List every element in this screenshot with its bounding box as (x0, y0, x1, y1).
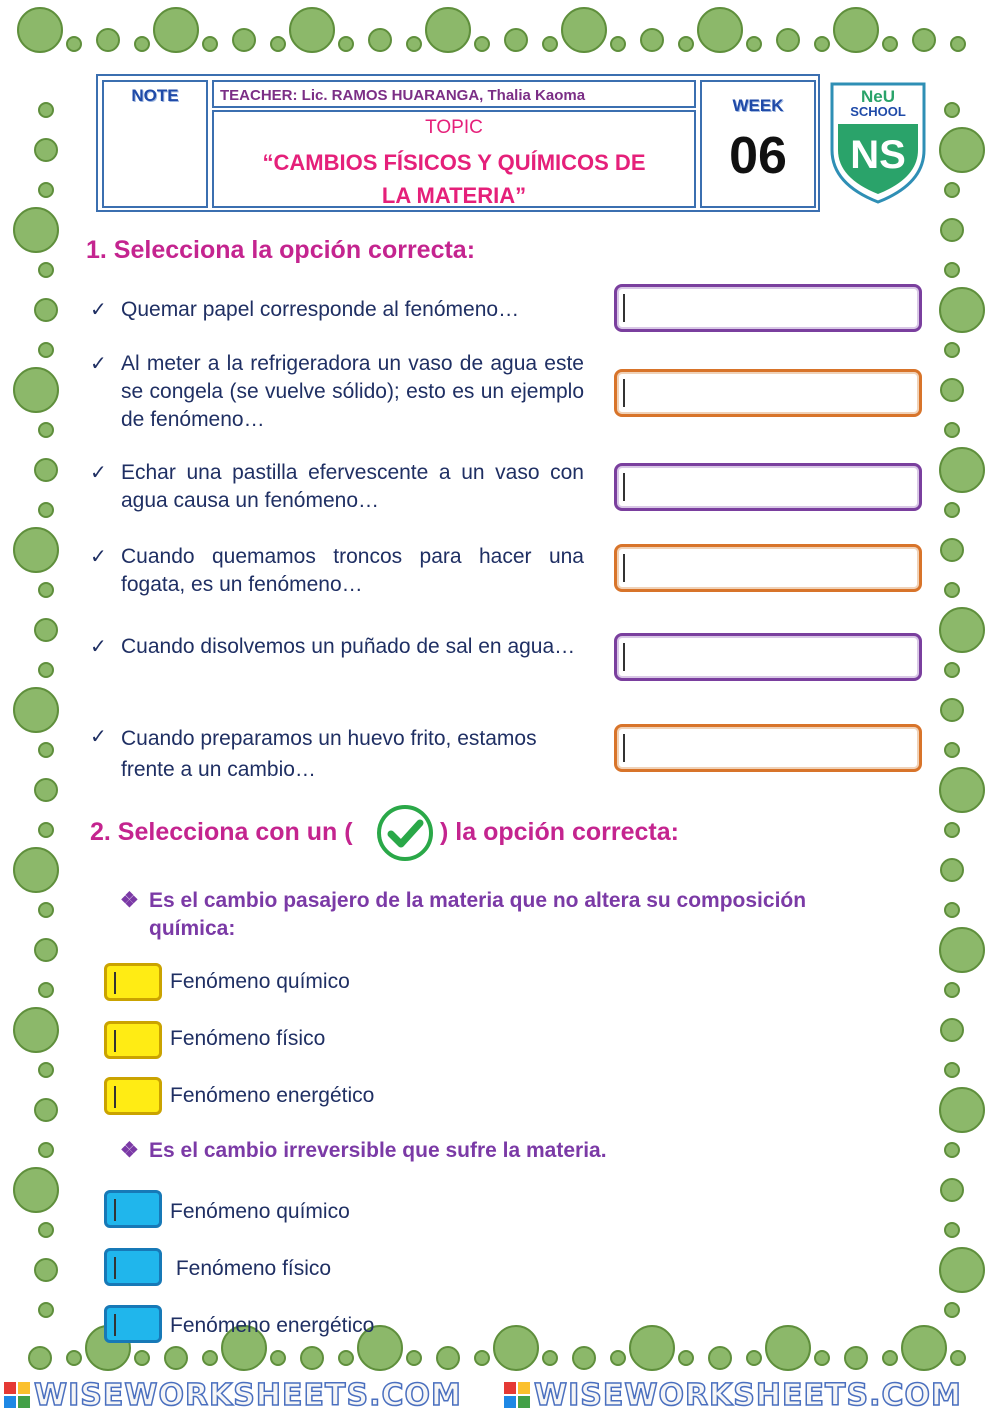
section2-question-2-text: Es el cambio irreversible que sufre la materia. (149, 1139, 607, 1162)
week-number: 06 (729, 127, 787, 185)
border-dot (814, 36, 830, 52)
border-dot (939, 447, 985, 493)
border-dot (939, 607, 985, 653)
footer-brand-1[interactable]: WISEWORKSHEETS.COM (34, 1378, 462, 1413)
border-dot (300, 1346, 324, 1370)
border-dot (939, 767, 985, 813)
teacher-name: TEACHER: Lic. RAMOS HUARANGA, Thalia Kaoma (220, 87, 586, 104)
answer-box-3[interactable] (614, 463, 922, 511)
border-dot (38, 422, 54, 438)
diamond-bullet-icon: ❖ (120, 889, 139, 912)
question-1 (90, 296, 584, 324)
border-dot (38, 1142, 54, 1158)
border-dot (882, 1350, 898, 1366)
border-dot (202, 36, 218, 52)
border-dot (944, 662, 960, 678)
answer-box-5[interactable] (614, 633, 922, 681)
section2-question-1-text: Es el cambio pasajero de la materia que no altera su composición química: (149, 889, 807, 940)
option-box-q1-2[interactable] (104, 1021, 162, 1059)
border-dot (38, 822, 54, 838)
border-dot (34, 1098, 58, 1122)
border-dot (882, 36, 898, 52)
border-dot (844, 1346, 868, 1370)
border-dot (134, 1350, 150, 1366)
border-dot (66, 36, 82, 52)
option-box-q1-3[interactable] (104, 1077, 162, 1115)
border-dot (38, 662, 54, 678)
border-dot (38, 742, 54, 758)
question-2-text: Al meter a la refrigeradora un vaso de agua este se congela (se vuelve sólido); esto es un ejemplo de fenómeno… (121, 352, 584, 431)
header-table (96, 74, 820, 212)
border-dot (474, 36, 490, 52)
border-dot (425, 7, 471, 53)
border-dot (912, 28, 936, 52)
border-dot (232, 28, 256, 52)
border-dot (939, 127, 985, 173)
option-box-q1-1[interactable] (104, 963, 162, 1001)
border-dot (901, 1325, 947, 1371)
border-dot (13, 1167, 59, 1213)
section2-question-2 (120, 1137, 880, 1165)
answer-box-2[interactable] (614, 369, 922, 417)
topic-title-line2: LA MATERIA” (381, 183, 527, 208)
border-dot (34, 458, 58, 482)
border-dot (38, 582, 54, 598)
footer-watermark (0, 1376, 1000, 1413)
school-logo (828, 80, 928, 206)
border-dot (944, 822, 960, 838)
border-dot (38, 102, 54, 118)
checkmark-icon: ✓ (90, 636, 107, 658)
border-dot (134, 36, 150, 52)
border-dot (38, 262, 54, 278)
border-dot (944, 902, 960, 918)
question-4-text: Cuando quemamos troncos para hacer una fogata, es un fenómeno… (121, 545, 584, 596)
border-dot (28, 1346, 52, 1370)
border-dot (38, 502, 54, 518)
border-dot (765, 1325, 811, 1371)
border-dot (493, 1325, 539, 1371)
option-label-q1-2: Fenómeno físico (170, 1027, 326, 1050)
logo-brand-school: SCHOOL (850, 104, 906, 119)
border-dot (34, 938, 58, 962)
section2-question-1 (120, 887, 880, 943)
topic-title-line1: “CAMBIOS FÍSICOS Y QUÍMICOS DE (262, 150, 646, 175)
section2-title-end: ) la opción correcta: (440, 818, 679, 846)
option-label-q2-3: Fenómeno energético (170, 1314, 375, 1337)
option-label-q2-1: Fenómeno químico (170, 1200, 350, 1223)
border-dot (34, 618, 58, 642)
option-label-q1-1: Fenómeno químico (170, 970, 350, 993)
border-dot (629, 1325, 675, 1371)
border-dot (940, 858, 964, 882)
border-dot (939, 1087, 985, 1133)
topic-cell (212, 110, 696, 208)
border-dot (833, 7, 879, 53)
border-dot (678, 36, 694, 52)
note-label: NOTE (131, 86, 179, 105)
border-dot (270, 1350, 286, 1366)
border-dot (338, 1350, 354, 1366)
section2-title-start: 2. Selecciona con un ( (90, 818, 353, 846)
border-dot (561, 7, 607, 53)
question-6 (90, 723, 584, 785)
question-3 (90, 459, 584, 515)
border-dot (436, 1346, 460, 1370)
checkmark-icon: ✓ (90, 546, 107, 568)
border-dot (572, 1346, 596, 1370)
border-dot (34, 778, 58, 802)
border-dot (34, 298, 58, 322)
border-dot (940, 378, 964, 402)
question-5 (90, 633, 584, 661)
border-dot (944, 742, 960, 758)
border-dot (940, 538, 964, 562)
border-dot (746, 1350, 762, 1366)
border-dot (13, 367, 59, 413)
border-dot (944, 502, 960, 518)
border-dot (944, 1222, 960, 1238)
answer-box-1[interactable] (614, 284, 922, 332)
border-dot (944, 1302, 960, 1318)
wise-logo-icon (4, 1382, 30, 1408)
border-dot (153, 7, 199, 53)
border-dot (610, 36, 626, 52)
border-dot (940, 698, 964, 722)
answer-box-4[interactable] (614, 544, 922, 592)
border-dot (944, 102, 960, 118)
checkmark-icon: ✓ (90, 726, 107, 748)
border-dot (746, 36, 762, 52)
border-dot (776, 28, 800, 52)
border-dot (504, 28, 528, 52)
green-check-circle-icon (376, 804, 434, 862)
border-dot (38, 342, 54, 358)
border-dot (338, 36, 354, 52)
border-dot (38, 1302, 54, 1318)
checkmark-icon: ✓ (90, 299, 107, 321)
border-dot (474, 1350, 490, 1366)
week-label: WEEK (732, 96, 784, 115)
border-dot (944, 982, 960, 998)
teacher-cell (212, 80, 696, 108)
border-dot (406, 1350, 422, 1366)
topic-label: TOPIC (425, 117, 483, 138)
logo-letters: NS (850, 133, 906, 177)
border-dot (814, 1350, 830, 1366)
border-dot (13, 687, 59, 733)
border-dot (38, 1222, 54, 1238)
border-dot (944, 422, 960, 438)
question-3-text: Echar una pastilla efervescente a un vaso con agua causa un fenómeno… (121, 461, 584, 512)
border-dot (13, 527, 59, 573)
border-dot (38, 982, 54, 998)
border-dot (34, 138, 58, 162)
border-dot (939, 287, 985, 333)
week-cell (700, 80, 816, 208)
border-dot (13, 1007, 59, 1053)
question-4 (90, 543, 584, 599)
question-2 (90, 350, 584, 434)
border-dot (944, 582, 960, 598)
footer-brand-2[interactable]: WISEWORKSHEETS.COM (534, 1378, 962, 1413)
border-dot (708, 1346, 732, 1370)
logo-brand-top: NeU (860, 87, 896, 106)
border-dot (13, 847, 59, 893)
border-dot (610, 1350, 626, 1366)
border-dot (17, 7, 63, 53)
border-dot (640, 28, 664, 52)
border-dot (270, 36, 286, 52)
border-dot (944, 1142, 960, 1158)
option-label-q2-2: Fenómeno físico (170, 1257, 332, 1280)
border-dot (944, 262, 960, 278)
checkmark-icon: ✓ (90, 353, 107, 375)
answer-box-6[interactable] (614, 724, 922, 772)
border-dot (13, 207, 59, 253)
border-dot (939, 927, 985, 973)
question-1-text: Quemar papel corresponde al fenómeno… (121, 298, 520, 321)
option-label-q1-3: Fenómeno energético (170, 1084, 375, 1107)
option-box-q2-2[interactable] (104, 1248, 162, 1286)
border-dot (542, 36, 558, 52)
border-dot (939, 1247, 985, 1293)
topic-title (214, 146, 694, 212)
option-box-q2-1[interactable] (104, 1190, 162, 1228)
border-dot (164, 1346, 188, 1370)
border-dot (697, 7, 743, 53)
question-5-text: Cuando disolvemos un puñado de sal en agua… (121, 635, 576, 658)
border-dot (289, 7, 335, 53)
border-dot (950, 36, 966, 52)
wise-logo-icon (504, 1382, 530, 1408)
border-dot (38, 1062, 54, 1078)
border-dot (66, 1350, 82, 1366)
border-dot (38, 182, 54, 198)
border-dot (940, 1178, 964, 1202)
border-dot (678, 1350, 694, 1366)
border-dot (944, 342, 960, 358)
border-dot (542, 1350, 558, 1366)
border-dot (406, 36, 422, 52)
border-dot (38, 902, 54, 918)
option-box-q2-3[interactable] (104, 1305, 162, 1343)
border-dot (96, 28, 120, 52)
border-dot (950, 1350, 966, 1366)
checkmark-icon: ✓ (90, 462, 107, 484)
border-dot (944, 1062, 960, 1078)
border-dot (940, 1018, 964, 1042)
question-6-text: Cuando preparamos un huevo frito, estamos frente a un cambio… (121, 727, 537, 781)
section1-title: 1. Selecciona la opción correcta: (86, 236, 476, 264)
border-dot (202, 1350, 218, 1366)
border-dot (34, 1258, 58, 1282)
border-dot (944, 182, 960, 198)
border-dot (368, 28, 392, 52)
diamond-bullet-icon: ❖ (120, 1139, 139, 1162)
border-dot (940, 218, 964, 242)
note-cell[interactable] (102, 80, 208, 208)
